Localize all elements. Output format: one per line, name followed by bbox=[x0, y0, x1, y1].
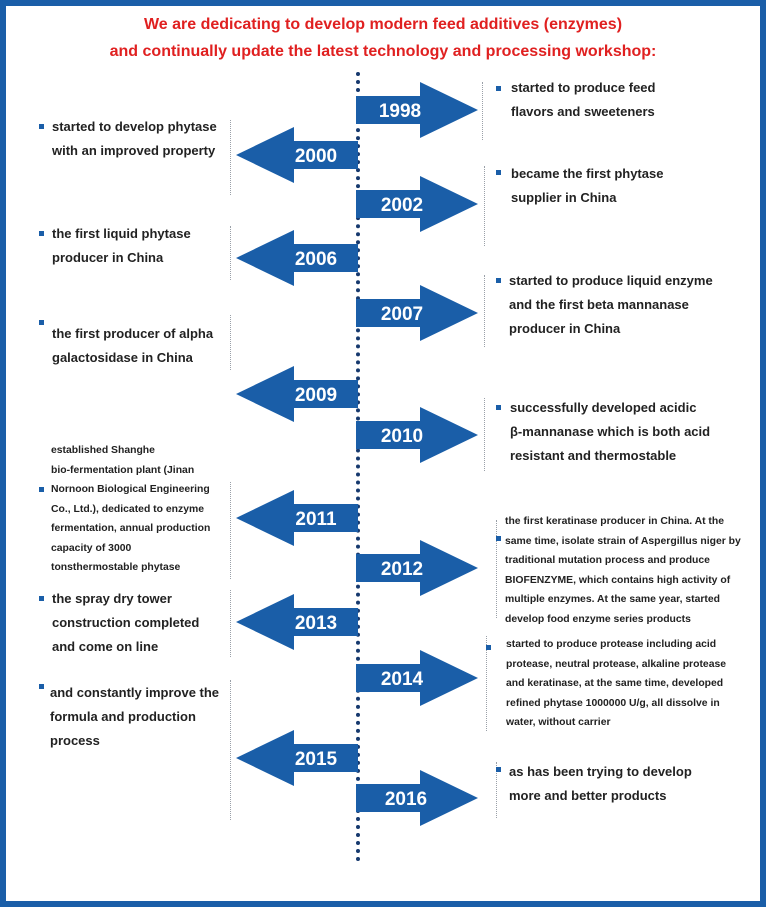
guide-line bbox=[482, 82, 483, 140]
year-label: 2013 bbox=[294, 613, 338, 634]
bullet bbox=[39, 596, 44, 601]
bullet bbox=[496, 536, 501, 541]
arrow-2010 bbox=[356, 407, 480, 463]
year-label: 1998 bbox=[378, 101, 422, 122]
event-2007-text: started to produce liquid enzyme and the first beta mannanase producer in China bbox=[509, 273, 713, 336]
year-label: 2010 bbox=[380, 426, 424, 447]
event-2002-text: became the first phytase supplier in China bbox=[511, 166, 664, 205]
year-label: 2016 bbox=[384, 789, 428, 810]
event-2015-text: and constantly improve the formula and production process bbox=[50, 685, 220, 748]
arrow-1998 bbox=[356, 82, 480, 138]
year-label: 2011 bbox=[295, 509, 337, 530]
bullet bbox=[496, 170, 501, 175]
bullet bbox=[496, 405, 501, 410]
arrow-2014 bbox=[356, 650, 480, 706]
bullet bbox=[39, 684, 44, 689]
event-2006-text: the first liquid phytase producer in China bbox=[52, 226, 191, 265]
header-line-2: and continually update the latest technology and processing workshop: bbox=[109, 43, 657, 60]
header-line-1: We are dedicating to develop modern feed additives (enzymes) bbox=[143, 16, 623, 33]
arrow-2000 bbox=[234, 127, 358, 183]
arrow-2009 bbox=[234, 366, 358, 422]
bullet bbox=[39, 320, 44, 325]
arrow-2016 bbox=[356, 770, 480, 826]
guide-line bbox=[484, 398, 485, 471]
arrow-2002 bbox=[356, 176, 480, 232]
bullet bbox=[39, 124, 44, 129]
event-2011-text: established Shanghe bio-fermentation plant (Jinan Nornoon Biological Engineering Co., Ltd.), dedicated to enzyme fermentation, annual production capacity of 3000 tonsthermostable phytase bbox=[51, 445, 211, 573]
year-label: 2014 bbox=[380, 669, 424, 690]
event-2013-text: the spray dry tower construction completed and come on line bbox=[52, 591, 200, 654]
bullet bbox=[39, 487, 44, 492]
year-label: 2012 bbox=[380, 559, 424, 580]
bullet bbox=[486, 645, 491, 650]
arrow-2013 bbox=[234, 594, 358, 650]
arrow-2007 bbox=[356, 285, 480, 341]
year-label: 2000 bbox=[294, 146, 338, 167]
event-1998-text: started to produce feed flavors and sweeteners bbox=[511, 80, 656, 119]
event-2009-text: the first producer of alpha galactosidase in China bbox=[52, 326, 214, 365]
bullet bbox=[496, 86, 501, 91]
bullet bbox=[496, 767, 501, 772]
event-2000-text: started to develop phytase with an improved property bbox=[52, 119, 217, 158]
year-label: 2007 bbox=[380, 304, 424, 325]
arrow-2011 bbox=[234, 490, 358, 546]
event-2012-text: the first keratinase producer in China. At the same time, isolate strain of Aspergillus niger by traditional mutation process and produce BIOFENZYME, which contains high activity of multiple enzymes. At the same year, started develop food enzyme series products bbox=[505, 516, 741, 625]
event-2010-text: successfully developed acidic β-mannanase which is both acid resistant and thermostable bbox=[510, 400, 711, 463]
arrow-2006 bbox=[234, 230, 358, 286]
event-2014-text: started to produce protease including acid protease, neutral protease, alkaline protease and keratinase, at the same time, developed refined phytase 1000000 U/g, all dissolve in water, without carrier bbox=[506, 639, 727, 728]
arrow-2015 bbox=[234, 730, 358, 786]
year-label: 2015 bbox=[294, 749, 338, 770]
guide-line bbox=[486, 636, 487, 731]
guide-line bbox=[484, 166, 485, 246]
arrow-2012 bbox=[356, 540, 480, 596]
year-label: 2002 bbox=[380, 195, 424, 216]
year-label: 2006 bbox=[294, 249, 338, 270]
year-label: 2009 bbox=[294, 385, 338, 406]
event-2016-text: as has been trying to develop more and better products bbox=[509, 764, 692, 803]
bullet bbox=[496, 278, 501, 283]
guide-line bbox=[496, 520, 497, 618]
guide-line bbox=[484, 275, 485, 347]
bullet bbox=[39, 231, 44, 236]
